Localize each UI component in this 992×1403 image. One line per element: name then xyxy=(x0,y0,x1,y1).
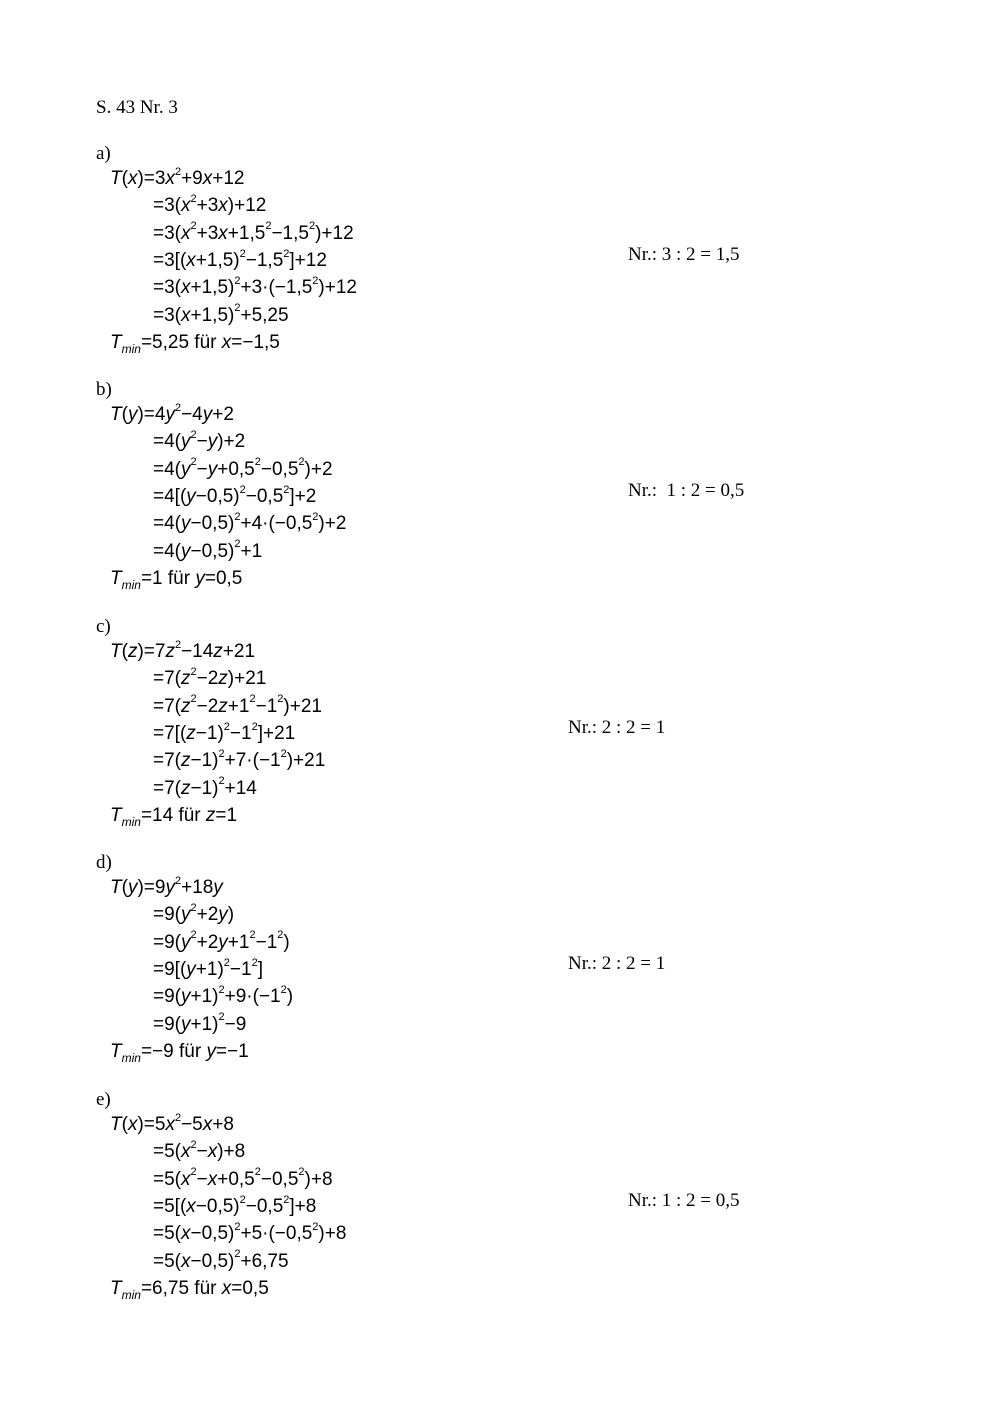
section-label: d) xyxy=(96,852,112,873)
section-label: a) xyxy=(96,143,111,164)
minimum-result: $T_{min}=6,75$ für x=0,5 xyxy=(110,1277,269,1302)
equation-step: $=4(y^2-y+0,5^2-0,5^2)+2$ xyxy=(153,456,333,480)
equation-term: $T(z)=7z^2-14z+21$ xyxy=(110,638,256,662)
section-label: b) xyxy=(96,379,112,400)
equation-step: $=4(y-0,5)^2+1$ xyxy=(153,538,263,562)
equation-term: $T(y)=9y^2+18y$ xyxy=(110,874,223,898)
equation-term: $T(y)=4y^2-4y+2$ xyxy=(110,401,234,425)
equation-term: $T(x)=3x^2+9x+12$ xyxy=(110,165,245,189)
equation-step: $=4(y^2-y)+2$ xyxy=(153,428,246,453)
equation-step: $=7(z^2-2z+1^2-1^2)+21$ xyxy=(153,693,322,717)
equation-step: $=5(x^2-x+0,5^2-0,5^2)+8$ xyxy=(153,1166,333,1190)
equation-step: $=7(z^2-2z)+21$ xyxy=(153,665,267,690)
equation-step: $=4(y-0,5)^2+4\cdot(-0,5^2)+2$ xyxy=(153,510,347,535)
equation-step: $=3(x+1,5)^2+5,25$ xyxy=(153,302,289,326)
equation-step: $=9(y+1)^2-9$ xyxy=(153,1011,247,1035)
section-label: e) xyxy=(96,1089,111,1110)
section-label: c) xyxy=(96,616,111,637)
equation-step: $=3(x^2+3x+1,5^2-1,5^2)+12$ xyxy=(153,220,354,244)
equation-step: $=9(y^2+2y)$ xyxy=(153,901,235,926)
page-title: S. 43 Nr. 3 xyxy=(96,97,178,118)
equation-step: $=5(x^2-x)+8$ xyxy=(153,1138,246,1163)
minimum-result: $T_{min}=-9$ für y=−1 xyxy=(110,1040,249,1065)
equation-step: $=5(x-0,5)^2+6,75$ xyxy=(153,1248,289,1272)
equation-step: $=7(z-1)^2+14$ xyxy=(153,775,257,799)
side-note: Nr.: 3 : 2 = 1,5 xyxy=(628,244,740,265)
equation-step: $=9[(y+1)^2-1^2]$ xyxy=(153,956,263,980)
side-note: Nr.: 1 : 2 = 0,5 xyxy=(628,1190,740,1211)
minimum-result: $T_{min}=1$ für y=0,5 xyxy=(110,567,243,592)
minimum-result: $T_{min}=14$ für z=1 xyxy=(110,804,238,829)
equation-step: $=3(x^2+3x)+12$ xyxy=(153,192,267,217)
side-note: Nr.: 2 : 2 = 1 xyxy=(568,717,666,738)
equation-step: $=4[(y-0,5)^2-0,5^2]+2$ xyxy=(153,483,317,507)
equation-term: $T(x)=5x^2-5x+8$ xyxy=(110,1111,234,1135)
equation-step: $=9(y+1)^2+9\cdot(-1^2)$ xyxy=(153,983,294,1008)
equation-step: $=3[(x+1,5)^2-1,5^2]+12$ xyxy=(153,247,327,271)
equation-step: $=3(x+1,5)^2+3\cdot(-1,5^2)+12$ xyxy=(153,274,357,299)
equation-step: $=9(y^2+2y+1^2-1^2)$ xyxy=(153,929,290,953)
minimum-result: $T_{min}=5,25$ für x=−1,5 xyxy=(110,331,280,356)
side-note: Nr.: 2 : 2 = 1 xyxy=(568,953,666,974)
equation-step: $=7(z-1)^2+7\cdot(-1^2)+21$ xyxy=(153,747,326,772)
equation-step: $=5(x-0,5)^2+5\cdot(-0,5^2)+8$ xyxy=(153,1220,347,1245)
side-note: Nr.: 1 : 2 = 0,5 xyxy=(628,480,745,501)
equation-step: $=7[(z-1)^2-1^2]+21$ xyxy=(153,720,296,744)
equation-step: $=5[(x-0,5)^2-0,5^2]+8$ xyxy=(153,1193,317,1217)
